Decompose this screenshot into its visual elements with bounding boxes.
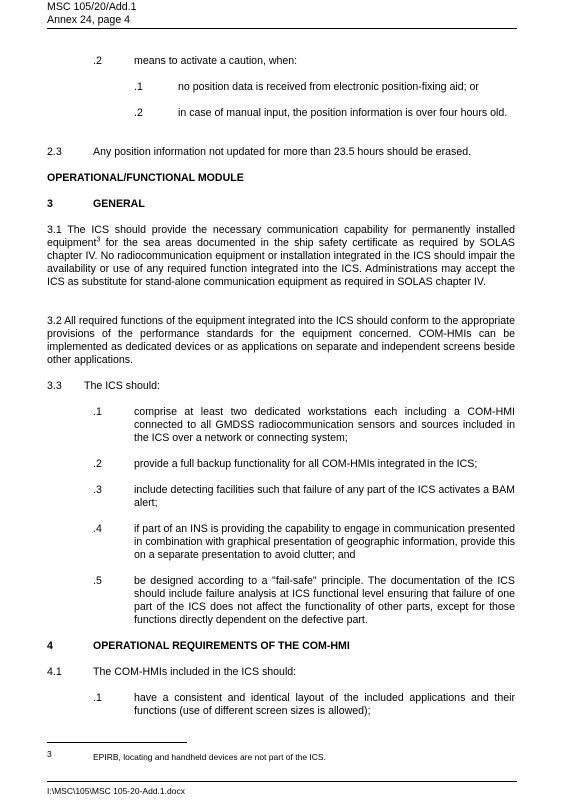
section-title: OPERATIONAL REQUIREMENTS OF THE COM-HMI: [93, 640, 350, 652]
paragraph-text: The ICS should:: [84, 380, 160, 392]
paragraph-text: The COM-HMIs included in the ICS should:: [93, 666, 297, 678]
paragraph-3-1-text-a: 3.1 The ICS should provide the necessary communication capability for permanently installed equipment: [47, 224, 515, 249]
paragraph-number: 4.1: [47, 666, 62, 678]
list-item-number: .5: [93, 575, 102, 587]
list-item-number: .1: [93, 406, 102, 418]
paragraph-number: 3.3: [47, 380, 62, 392]
list-item-number: .1: [93, 692, 102, 704]
footnote-reference: 3: [96, 236, 101, 244]
paragraph-3-2: 3.2 All required functions of the equipment integrated into the ICS should conform to the appropriate provisions of the performance standards for the equipment concerned. COM-HMIs can be implemented as dedicated devices or as applications on separate and independent screens beside other applications.: [47, 315, 515, 366]
list-item-text: provide a full backup functionality for all COM-HMIs integrated in the ICS;: [134, 458, 478, 470]
subitem-number: .2: [134, 107, 143, 119]
item-number: .2: [93, 55, 102, 67]
paragraph-text: Any position information not updated for more than 23.5 hours should be erased.: [93, 146, 472, 158]
paragraph-3-1: [47, 224, 515, 289]
list-item-text: have a consistent and identical layout of the included applications and their functions (use of different screen sizes is allowed);: [134, 692, 515, 717]
module-heading: OPERATIONAL/FUNCTIONAL MODULE: [47, 172, 244, 184]
list-item-text: include detecting facilities such that failure of any part of the ICS activates a BAM alert;: [134, 484, 515, 509]
paragraph-3-1-text-b: for the sea areas documented in the ship safety certificate as required by SOLAS chapter IV. No radiocommunication equipment or installation integrated in the ICS should impair the availability or use of any required function integrated into the ICS. Administrations may accept the ICS as substitute for stand-alone communication equipment as required in SOLAS chapter IV.: [47, 237, 515, 288]
subitem-number: .1: [134, 81, 143, 93]
header-page-ref: Annex 24, page 4: [47, 14, 131, 26]
footnote-text: EPIRB, locating and handheld devices are not part of the ICS.: [93, 752, 326, 762]
header-rule: [47, 28, 517, 29]
section-number: 3: [47, 198, 53, 210]
subitem-text: in case of manual input, the position information is over four hours old.: [178, 107, 508, 119]
footer-file-path: I:\MSC\105\MSC 105-20-Add.1.docx: [47, 786, 185, 796]
item-text: means to activate a caution, when:: [134, 55, 298, 67]
subitem-text: no position data is received from electronic position-fixing aid; or: [178, 81, 479, 93]
paragraph-number: 2.3: [47, 146, 62, 158]
section-number: 4: [47, 640, 53, 652]
footnote-number: 3: [47, 749, 52, 759]
list-item-text: be designed according to a "fail-safe" principle. The documentation of the ICS should include failure analysis at ICS functional level ensuring that failure of one part of the ICS does not affect the functionality of other parts, except for those functions directly dependent on the defective part.: [134, 575, 515, 626]
list-item-number: .2: [93, 458, 102, 470]
footer-rule: [47, 781, 517, 782]
list-item-number: .4: [93, 523, 102, 535]
footnote-rule: [47, 742, 187, 743]
header-doc-ref: MSC 105/20/Add.1: [47, 1, 137, 13]
list-item-text: if part of an INS is providing the capability to engage in communication presented in combination with graphical presentation of geographic information, provide this on a separate presentation to avoid clutter; and: [134, 523, 515, 561]
list-item-text: comprise at least two dedicated workstations each including a COM-HMI connected to all GMDSS radiocommunication sensors and sources included in the ICS over a network or connecting system;: [134, 406, 515, 444]
list-item-number: .3: [93, 484, 102, 496]
section-title: GENERAL: [93, 198, 145, 210]
